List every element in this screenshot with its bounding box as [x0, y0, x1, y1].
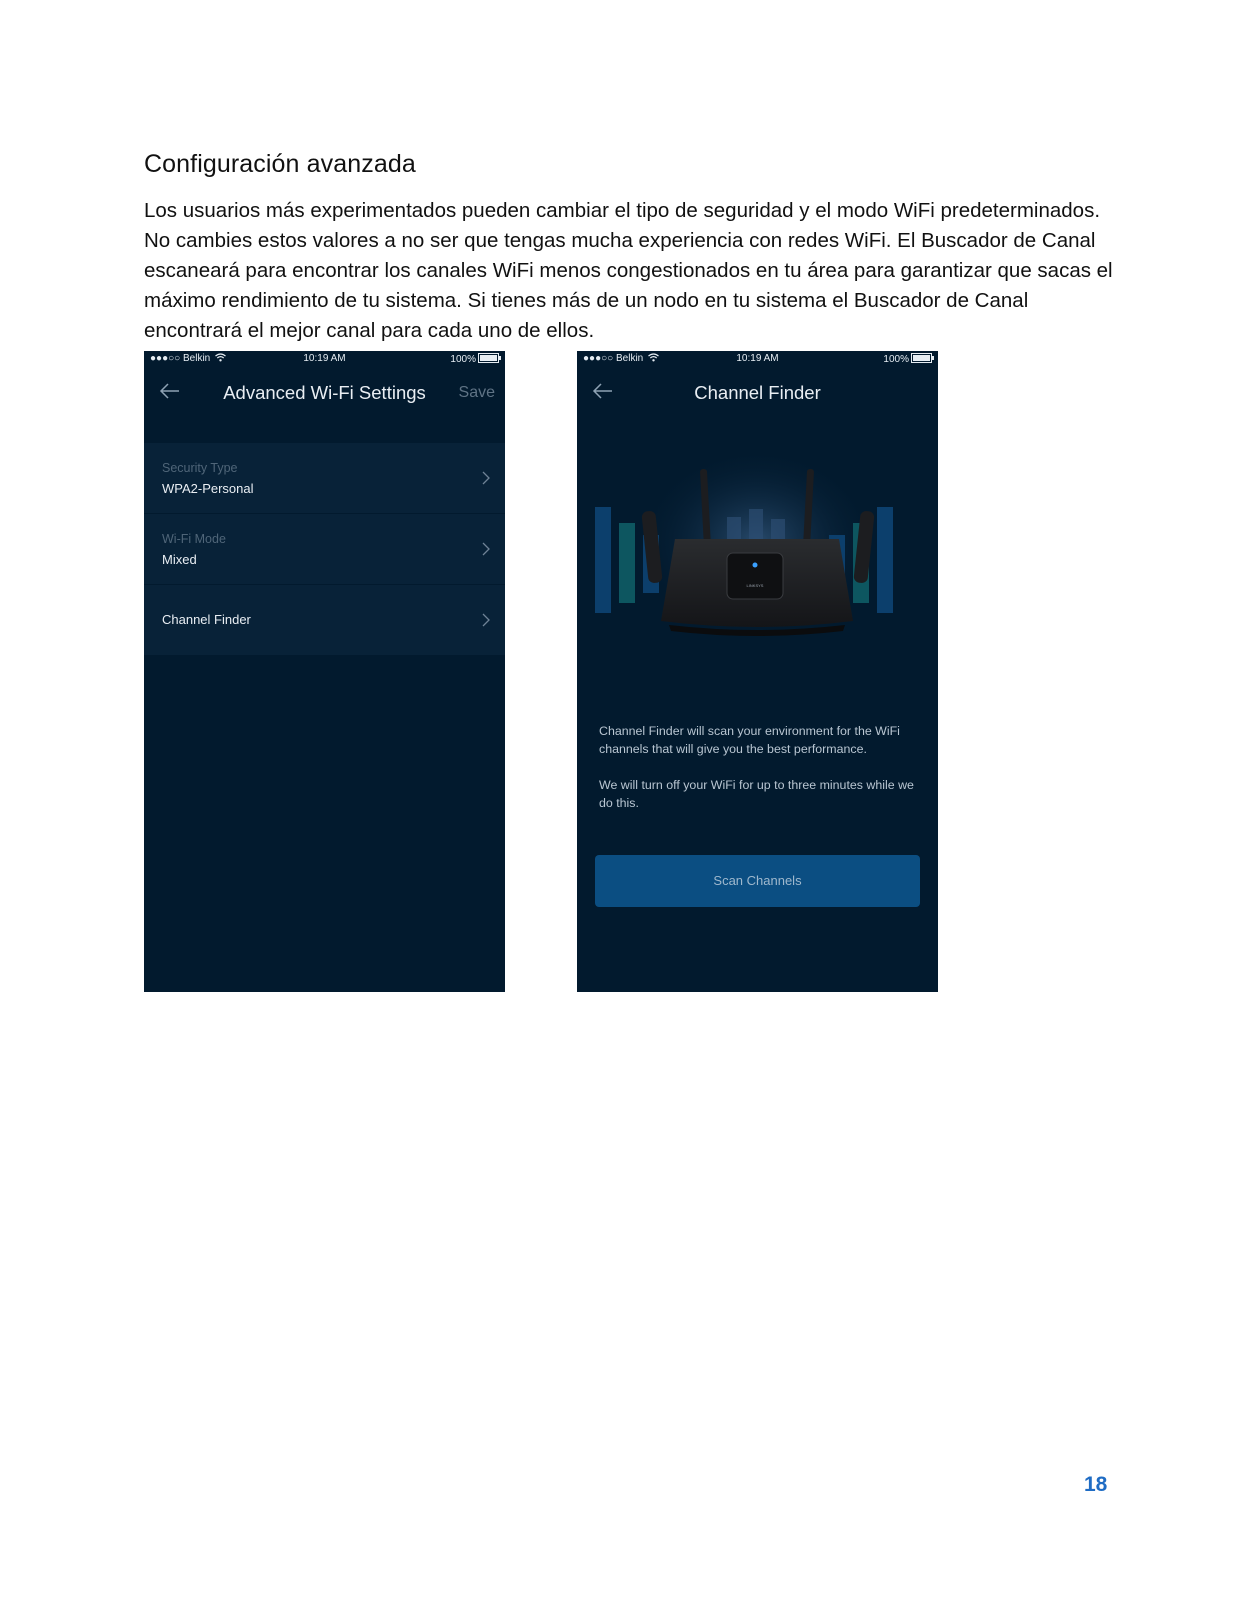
chevron-right-icon	[481, 612, 491, 628]
page-number: 18	[1084, 1473, 1108, 1496]
signal-dots: ●●●○○	[150, 353, 181, 364]
battery-icon	[478, 353, 499, 363]
scan-channels-button[interactable]: Scan Channels	[595, 855, 920, 907]
chevron-right-icon	[481, 541, 491, 557]
status-led	[753, 563, 758, 568]
battery-percent: 100%	[883, 354, 909, 365]
list-item-label: Channel Finder	[162, 612, 251, 627]
signal-dots: ●●●○○	[583, 353, 614, 364]
list-item-channel-finder[interactable]	[144, 585, 505, 656]
nav-bar	[577, 369, 938, 413]
battery-icon	[911, 353, 932, 363]
description-text: Channel Finder will scan your environment for the WiFi channels that will give you the best performance.	[599, 724, 900, 756]
settings-list	[144, 443, 505, 656]
status-bar	[144, 351, 505, 369]
carrier-name: Belkin	[182, 353, 211, 364]
list-item-value: WPA2-Personal	[162, 481, 254, 496]
warning-text: We will turn off your WiFi for up to three minutes while we do this.	[599, 778, 914, 810]
screen-title: Channel Finder	[694, 382, 821, 403]
list-item-label: Security Type	[162, 461, 238, 475]
status-battery	[450, 353, 499, 365]
list-item-label: Wi-Fi Mode	[162, 532, 226, 546]
status-time: 10:19 AM	[736, 353, 779, 364]
channel-finder-screenshot	[577, 351, 938, 992]
battery-percent: 100%	[450, 354, 476, 365]
intro-paragraph: Los usuarios más experimentados pueden cambiar el tipo de seguridad y el modo WiFi predeterminados. No cambies estos valores a no ser que tengas mucha experiencia con redes WiFi. El Buscador de Canal escaneará para encontrar los canales WiFi menos congestionados en tu área para garantizar que sacas el máximo rendimiento de tu sistema. Si tienes más de un nodo en tu sistema el Buscador de Canal encontrará el mejor canal para cada uno de ellos.	[144, 199, 1113, 342]
list-item-value: Mixed	[162, 552, 197, 567]
advanced-wifi-settings-screenshot	[144, 351, 505, 992]
router-top-panel	[727, 553, 783, 599]
screen-title: Advanced Wi-Fi Settings	[223, 382, 426, 403]
status-time: 10:19 AM	[303, 353, 346, 364]
router-brand-logo: LINKSYS	[746, 583, 764, 588]
list-item-security-type[interactable]	[144, 443, 505, 514]
list-item-wifi-mode[interactable]	[144, 514, 505, 585]
status-battery	[883, 353, 932, 365]
status-bar	[577, 351, 938, 369]
page-heading: Configuración avanzada	[144, 150, 416, 178]
carrier-name: Belkin	[615, 353, 644, 364]
nav-bar	[144, 369, 505, 413]
chevron-right-icon	[481, 470, 491, 486]
router-illustration	[577, 441, 938, 671]
save-button[interactable]: Save	[458, 384, 495, 401]
